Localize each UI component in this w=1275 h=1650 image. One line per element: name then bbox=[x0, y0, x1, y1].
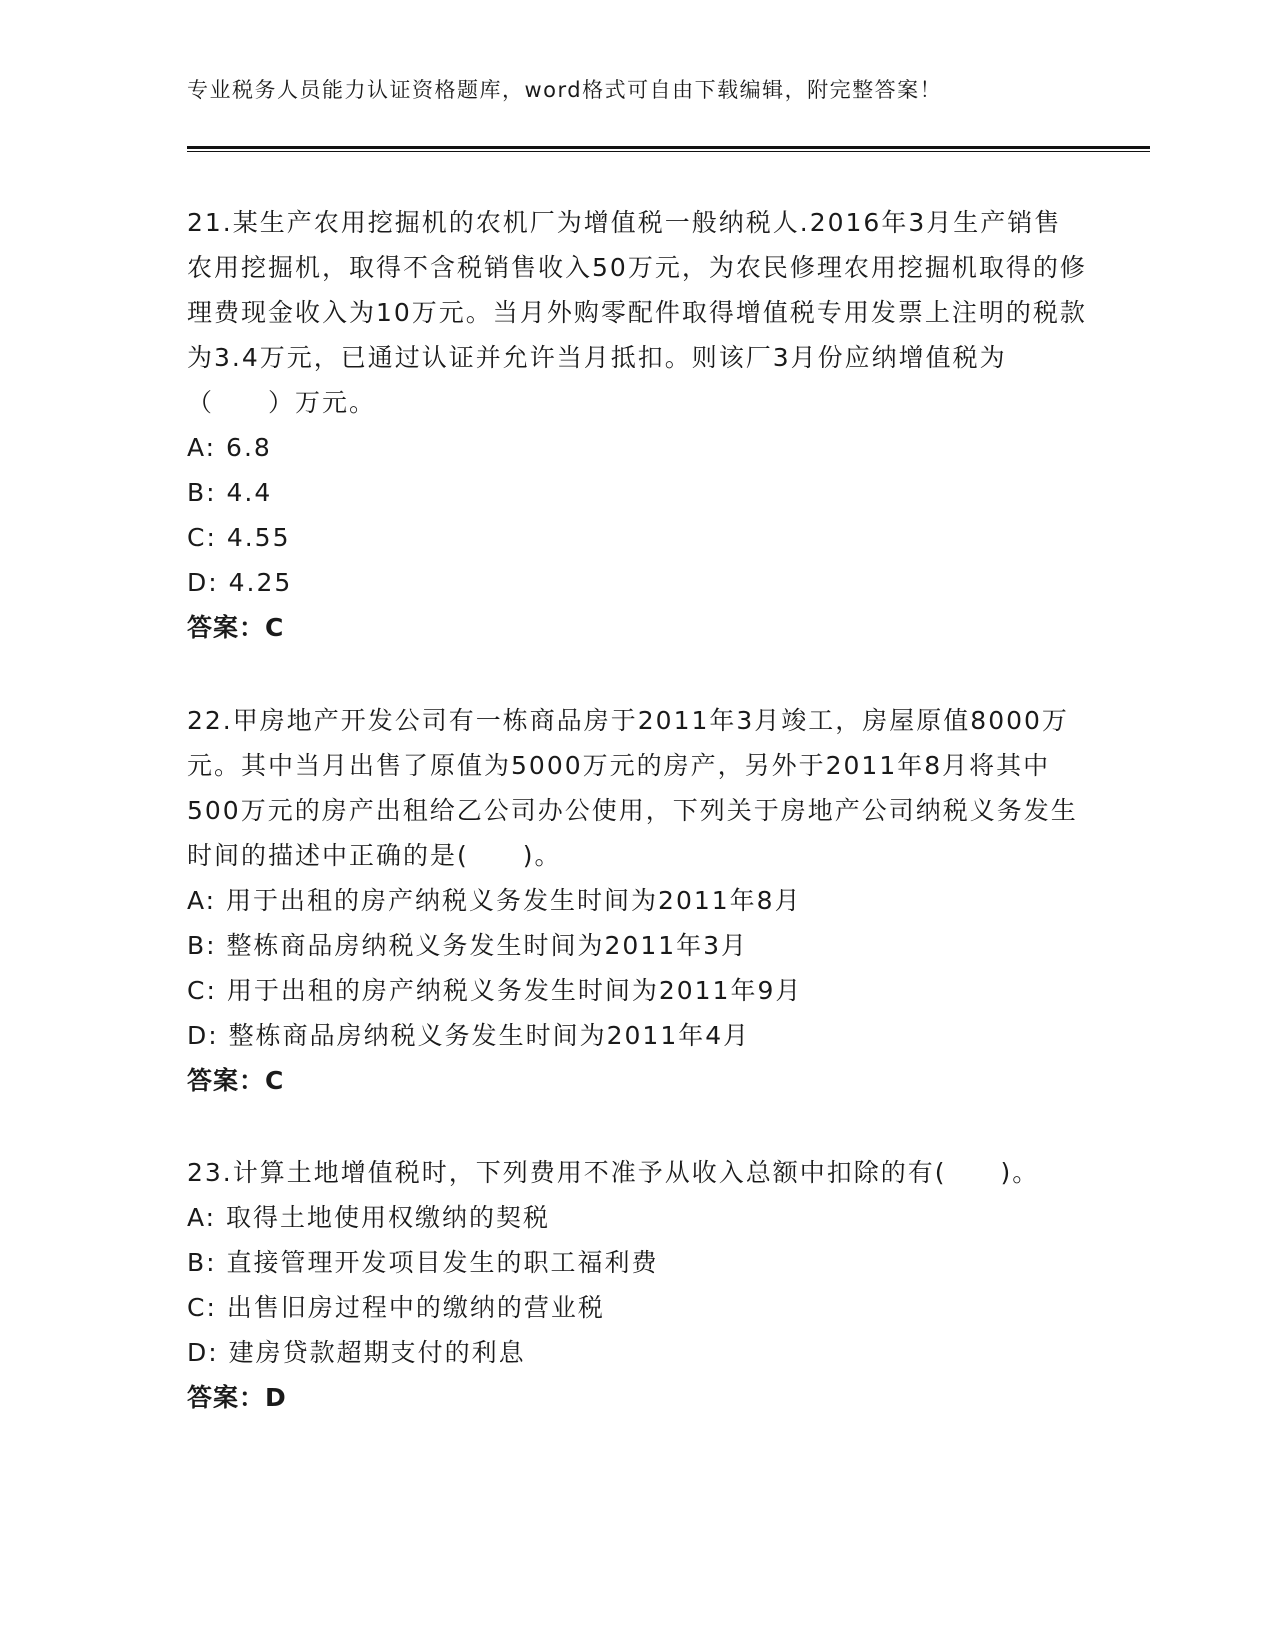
question-22 bbox=[187, 698, 1087, 1103]
option-a: A: 用于出租的房产纳税义务发生时间为2011年8月 bbox=[187, 886, 802, 915]
header-rule-thick bbox=[187, 146, 1150, 149]
option-b: B: 4.4 bbox=[187, 478, 273, 507]
page-header: 专业税务人员能力认证资格题库，word格式可自由下载编辑，附完整答案！ bbox=[187, 78, 943, 102]
answer: 答案：C bbox=[187, 613, 285, 642]
option-list bbox=[187, 1195, 1087, 1375]
question-text: 22.甲房地产开发公司有一栋商品房于2011年3月竣工，房屋原值8000万元。其中当月出售了原值为5000万元的房产，另外于2011年8月将其中500万元的房产出租给乙公司办公使用，下列关于房地产公司纳税义务发生时间的描述中正确的是( )。 bbox=[187, 706, 1078, 870]
option-c: C: 用于出租的房产纳税义务发生时间为2011年9月 bbox=[187, 976, 803, 1005]
question-23 bbox=[187, 1150, 1087, 1420]
option-d: D: 建房贷款超期支付的利息 bbox=[187, 1338, 526, 1367]
question-21 bbox=[187, 200, 1087, 650]
option-b: B: 直接管理开发项目发生的职工福利费 bbox=[187, 1248, 659, 1277]
question-text: 23.计算土地增值税时，下列费用不准予从收入总额中扣除的有( )。 bbox=[187, 1158, 1040, 1187]
option-d: D: 4.25 bbox=[187, 568, 293, 597]
option-c: C: 出售旧房过程中的缴纳的营业税 bbox=[187, 1293, 605, 1322]
option-d: D: 整栋商品房纳税义务发生时间为2011年4月 bbox=[187, 1021, 751, 1050]
option-c: C: 4.55 bbox=[187, 523, 291, 552]
option-a: A: 6.8 bbox=[187, 433, 272, 462]
option-list bbox=[187, 878, 1087, 1058]
option-b: B: 整栋商品房纳税义务发生时间为2011年3月 bbox=[187, 931, 749, 960]
question-text: 21.某生产农用挖掘机的农机厂为增值税一般纳税人.2016年3月生产销售农用挖掘机，取得不含税销售收入50万元，为农民修理农用挖掘机取得的修理费现金收入为10万元。当月外购零配件取得增值税专用发票上注明的税款为3.4万元，已通过认证并允许当月抵扣。则该厂3月份应纳增值税为（ ）万元。 bbox=[187, 208, 1087, 417]
answer: 答案：D bbox=[187, 1383, 287, 1412]
header-rule-thin bbox=[187, 151, 1150, 152]
option-list bbox=[187, 425, 1087, 605]
option-a: A: 取得土地使用权缴纳的契税 bbox=[187, 1203, 551, 1232]
answer: 答案：C bbox=[187, 1066, 285, 1095]
